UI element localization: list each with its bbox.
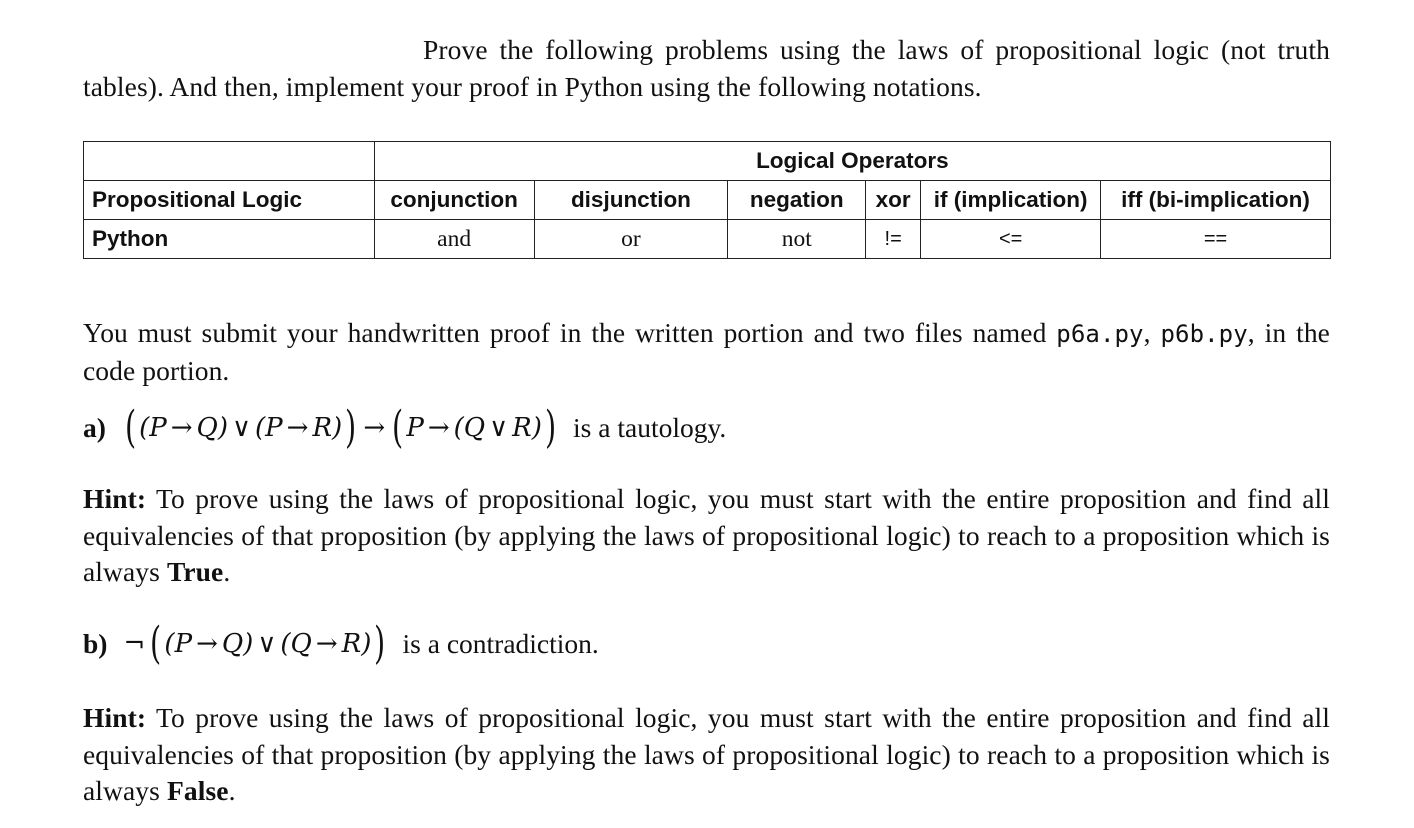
problem-b-formula: ¬ ( (P → Q) ∨ (Q → R)) bbox=[123, 618, 386, 669]
intro-line-2: truth tables). And then, implement your proof in Python using the following notations. bbox=[83, 34, 1330, 102]
problem-a-formula: ( (P → Q) ∨ (P → R)) → ( P → (Q ∨ R)) bbox=[124, 402, 557, 453]
problem-b-suffix: is a contradiction. bbox=[402, 628, 599, 659]
operator-name: conjunction bbox=[374, 181, 534, 220]
problem-b-label: b) bbox=[83, 628, 108, 659]
python-operator: == bbox=[1101, 220, 1331, 259]
hint-a-end: . bbox=[223, 556, 231, 587]
submission-text-end: , in the code portion. bbox=[83, 317, 1330, 386]
python-operator: <= bbox=[921, 220, 1101, 259]
python-operator: or bbox=[534, 220, 728, 259]
operator-name: negation bbox=[728, 181, 866, 220]
operator-name: disjunction bbox=[534, 181, 728, 220]
python-operator: and bbox=[374, 220, 534, 259]
hint-a-label: Hint: bbox=[83, 483, 147, 514]
problem-a bbox=[83, 402, 726, 454]
python-operator: != bbox=[866, 220, 921, 259]
table-header-row bbox=[84, 142, 1331, 181]
hint-a bbox=[83, 481, 1330, 591]
operator-name: if (implication) bbox=[921, 181, 1101, 220]
submission-text: You must submit your handwritten proof in the written portion and two files named bbox=[83, 317, 1057, 348]
table-row bbox=[84, 181, 1331, 220]
submission-instructions bbox=[83, 315, 1330, 389]
intro-line-1: Prove the following problems using the laws of propositional logic (not bbox=[423, 34, 1266, 65]
operator-name: xor bbox=[866, 181, 921, 220]
hint-a-text: To prove using the laws of propositional logic, you must start with the entire proposition and find all equivalencies of that proposition (by applying the laws of propositional logic) to reach to a proposition which is always bbox=[83, 483, 1330, 587]
row-header-propositional-logic: Propositional Logic bbox=[84, 181, 375, 220]
table-row bbox=[84, 220, 1331, 259]
filename-b: p6b.py bbox=[1160, 320, 1248, 348]
hint-a-keyword: True bbox=[166, 556, 224, 587]
hint-b bbox=[83, 700, 1330, 810]
filename-a: p6a.py bbox=[1056, 320, 1144, 348]
hint-b-keyword: False bbox=[166, 775, 229, 806]
table-corner-cell bbox=[84, 142, 375, 181]
hint-b-text: To prove using the laws of propositional logic, you must start with the entire proposition and find all equivalencies of that proposition (by applying the laws of propositional logic) to reach to a proposition which is always bbox=[83, 702, 1330, 806]
intro-paragraph bbox=[83, 32, 1330, 105]
hint-b-label: Hint: bbox=[83, 702, 147, 733]
hint-b-end: . bbox=[228, 775, 236, 806]
logical-operators-table bbox=[83, 141, 1331, 259]
submission-comma: , bbox=[1143, 317, 1151, 348]
logical-operators-header: Logical Operators bbox=[374, 142, 1330, 181]
problem-a-suffix: is a tautology. bbox=[573, 412, 727, 443]
row-header-python: Python bbox=[84, 220, 375, 259]
operator-name: iff (bi-implication) bbox=[1101, 181, 1331, 220]
problem-b bbox=[83, 618, 599, 670]
problem-a-label: a) bbox=[83, 412, 106, 443]
python-operator: not bbox=[728, 220, 866, 259]
